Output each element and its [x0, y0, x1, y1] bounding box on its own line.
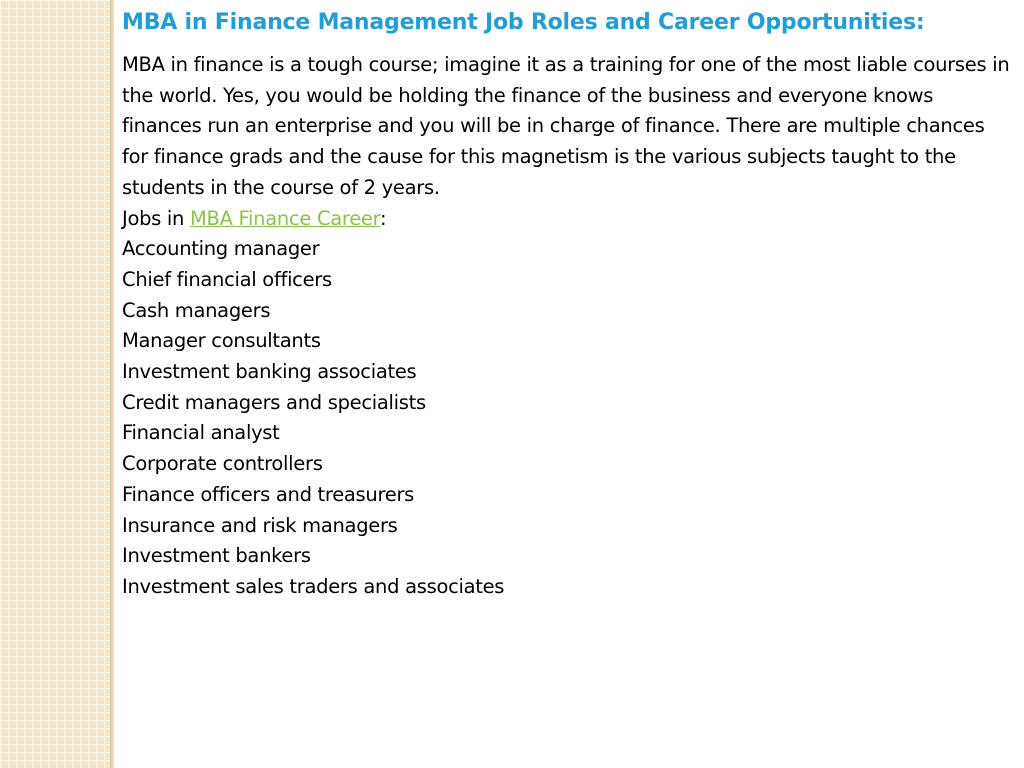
list-item: Financial analyst [122, 421, 280, 445]
list-item: Investment banking associates [122, 360, 417, 384]
intro-paragraph: MBA in finance is a tough course; imagine it as a training for one of the most liable courses in the world. Yes, you would be holding the finance of the business and everyone knows finances run an enterprise and you will be in charge of finance. There are multiple chances for finance grads and the cause for this magnetism is the various subjects taught to the students in the course of 2 years. [122, 53, 1010, 199]
list-item: Investment sales traders and associates [122, 574, 505, 598]
sidebar-edge [110, 0, 114, 768]
job-list [122, 234, 1012, 602]
slide-body [122, 50, 1012, 603]
slide-title: MBA in Finance Management Job Roles and Career Opportunities: [122, 10, 925, 35]
decorative-sidebar-pattern [0, 0, 110, 768]
list-item: Corporate controllers [122, 452, 323, 476]
list-item: Credit managers and specialists [122, 390, 426, 414]
list-item: Chief financial officers [122, 267, 332, 291]
list-item: Manager consultants [122, 329, 321, 353]
list-item: Insurance and risk managers [122, 513, 398, 537]
jobs-heading [122, 204, 1012, 235]
mba-finance-career-link[interactable]: MBA Finance Career [190, 206, 380, 230]
list-item: Accounting manager [122, 237, 320, 261]
slide-content [122, 6, 1012, 603]
jobs-prefix: Jobs in [122, 206, 190, 230]
list-item: Finance officers and treasurers [122, 482, 415, 506]
list-item: Investment bankers [122, 544, 311, 568]
jobs-suffix: : [379, 206, 387, 230]
list-item: Cash managers [122, 298, 271, 322]
